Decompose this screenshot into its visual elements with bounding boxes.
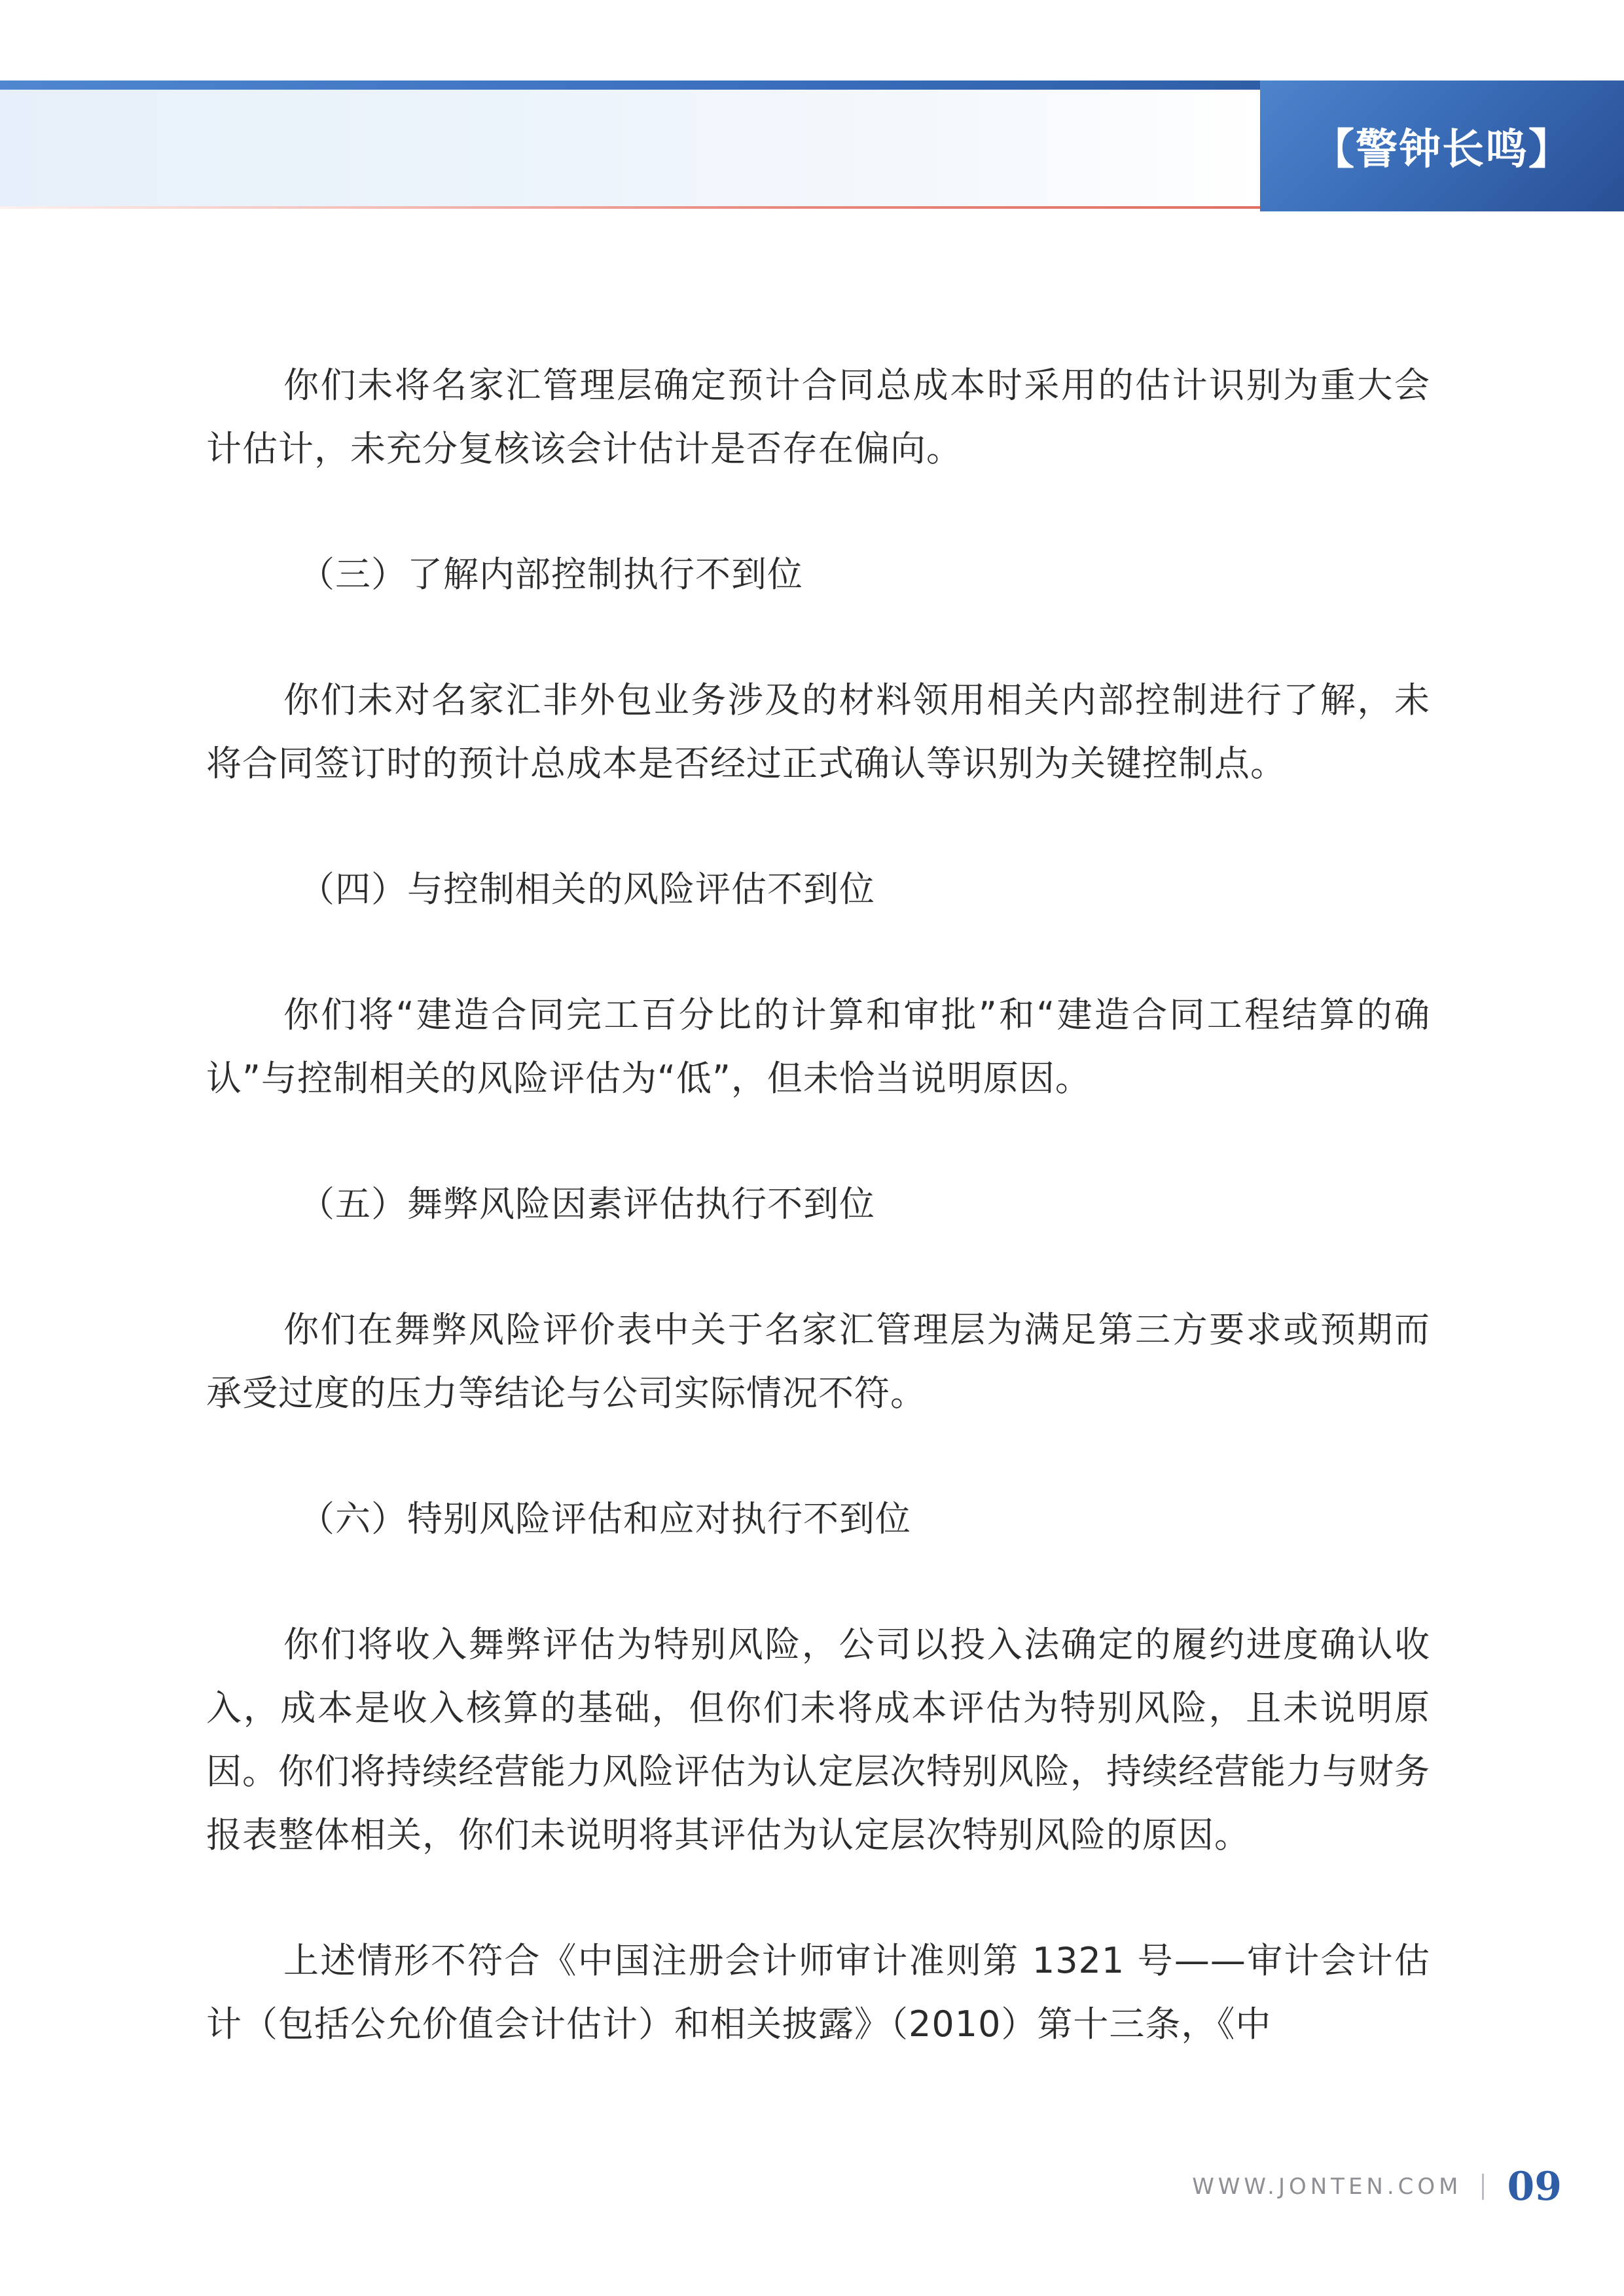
page-footer xyxy=(1192,2164,1562,2210)
page-number: 09 xyxy=(1507,2164,1562,2210)
paragraph-3: 你们将“建造合同完工百分比的计算和审批”和“建造合同工程结算的确认”与控制相关的风险评估为“低”，但未恰当说明原因。 xyxy=(206,994,1430,1099)
paragraph-2: 你们未对名家汇非外包业务涉及的材料领用相关内部控制进行了解，未将合同签订时的预计总成本是否经过正式确认等识别为关键控制点。 xyxy=(206,679,1430,784)
paragraph-1: 你们未将名家汇管理层确定预计合同总成本时采用的估计识别为重大会计估计，未充分复核该会计估计是否存在偏向。 xyxy=(206,365,1430,469)
section-tag xyxy=(1260,81,1624,211)
section-tag-label: 【警钟长鸣】 xyxy=(1312,125,1572,174)
section-heading-3: （三）了解内部控制执行不到位 xyxy=(299,554,803,595)
article-body xyxy=(206,353,1430,2056)
header-top-rule xyxy=(0,81,1260,90)
website-link[interactable]: WWW.JONTEN.COM xyxy=(1192,2174,1462,2200)
header-band xyxy=(0,90,1260,206)
paragraph-5: 你们将收入舞弊评估为特别风险，公司以投入法确定的履约进度确认收入，成本是收入核算的基础，但你们未将成本评估为特别风险，且未说明原因。你们将持续经营能力风险评估为认定层次特别风险，持续经营能力与财务报表整体相关，你们未说明将其评估为认定层次特别风险的原因。 xyxy=(206,1624,1430,1856)
section-heading-5: （五）舞弊风险因素评估执行不到位 xyxy=(299,1183,875,1225)
paragraph-6: 上述情形不符合《中国注册会计师审计准则第 1321 号——审计会计估计（包括公允价值会计估计）和相关披露》（2010）第十三条，《中 xyxy=(206,1940,1430,2045)
section-heading-6: （六）特别风险评估和应对执行不到位 xyxy=(299,1498,911,1539)
page-header xyxy=(0,81,1624,211)
paragraph-4: 你们在舞弊风险评价表中关于名家汇管理层为满足第三方要求或预期而承受过度的压力等结论与公司实际情况不符。 xyxy=(206,1309,1430,1414)
header-red-rule xyxy=(0,206,1260,209)
section-heading-4: （四）与控制相关的风险评估不到位 xyxy=(299,869,875,910)
footer-divider xyxy=(1482,2174,1484,2200)
